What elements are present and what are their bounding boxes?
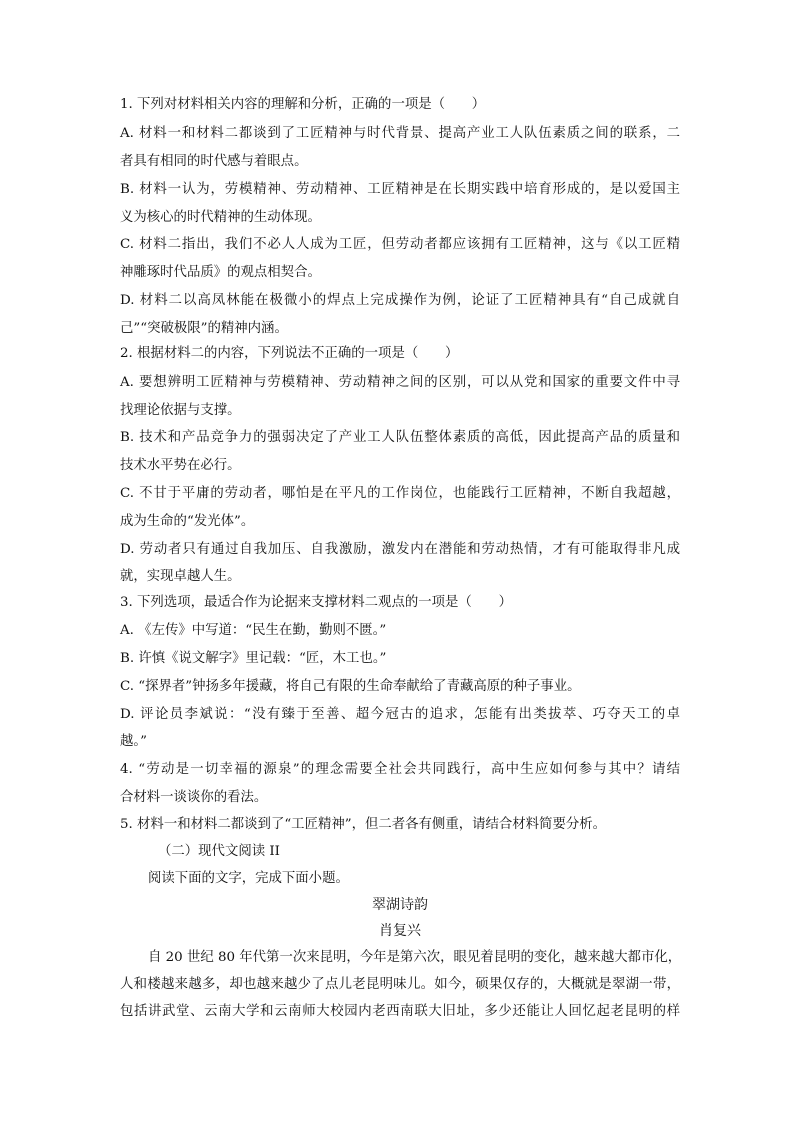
article-author: 肖复兴 xyxy=(379,923,421,939)
article-paragraph-line-1: 自 20 世纪 80 年代第一次来昆明，今年是第六次，眼见着昆明的变化，越来越大都市化， xyxy=(148,950,682,965)
q1-option-c-line-1: C. 材料二指出，我们不必人人成为工匠，但劳动者都应该拥有工匠精神，这与《以工匠精 xyxy=(120,237,680,252)
q3-option-a: A. 《左传》中写道：“民生在勤，勤则不匮。” xyxy=(120,623,387,638)
q1-option-d-line-2: 己”“突破极限”的精神内涵。 xyxy=(120,321,288,336)
q2-option-c-line-2: 成为生命的“发光体”。 xyxy=(120,514,255,529)
q2-option-b-line-1: B. 技术和产品竞争力的强弱决定了产业工人队伍整体素质的高低，因此提高产品的质量和 xyxy=(120,430,680,445)
q2-option-a-line-1: A. 要想辨明工匠精神与劳模精神、劳动精神之间的区别，可以从党和国家的重要文件中寻 xyxy=(120,375,680,390)
article-paragraph-line-3: 包括讲武堂、云南大学和云南师大校园内老西南联大旧址，多少还能让人回忆起老昆明的样 xyxy=(120,1004,680,1019)
question-1-stem: 1. 下列对材料相关内容的理解和分析，正确的一项是（ ） xyxy=(120,97,486,112)
section-heading: （二）现代文阅读 II xyxy=(158,844,280,859)
reading-instruction: 阅读下面的文字，完成下面小题。 xyxy=(148,871,349,886)
q2-option-d-line-1: D. 劳动者只有通过自我加压、自我激励，激发内在潜能和劳动热情，才有可能取得非凡成 xyxy=(120,542,680,557)
q2-option-c-line-1: C. 不甘于平庸的劳动者，哪怕是在平凡的工作岗位，也能践行工匠精神，不断自我超越， xyxy=(120,486,680,501)
q1-option-b-line-2: 义为核心的时代精神的生动体现。 xyxy=(120,210,321,225)
question-2-stem: 2. 根据材料二的内容，下列说法不正确的一项是（ ） xyxy=(120,346,459,361)
question-5: 5. 材料一和材料二都谈到了“工匠精神”，但二者各有侧重，请结合材料简要分析。 xyxy=(120,817,607,832)
article-paragraph-line-2: 人和楼越来越多，却也越来越少了点儿老昆明味儿。如今，硕果仅存的，大概就是翠湖一带， xyxy=(120,977,680,992)
q2-option-a-line-2: 找理论依据与支撑。 xyxy=(120,403,241,418)
q3-option-d-line-2: 越。” xyxy=(120,734,147,749)
article-title: 翠湖诗韵 xyxy=(372,897,428,913)
q1-option-c-line-2: 神雕琢时代品质》的观点相契合。 xyxy=(120,265,321,280)
question-4-line-2: 合材料一谈谈你的看法。 xyxy=(120,790,268,805)
q1-option-a-line-2: 者具有相同的时代感与着眼点。 xyxy=(120,154,308,169)
question-3-stem: 3. 下列选项，最适合作为论据来支撑材料二观点的一项是（ ） xyxy=(120,595,512,610)
q3-option-d-line-1: D. 评论员李斌说：“没有臻于至善、超今冠古的追求，怎能有出类拔萃、巧夺天工的卓 xyxy=(120,707,680,722)
q1-option-b-line-1: B. 材料一认为，劳模精神、劳动精神、工匠精神是在长期实践中培育形成的，是以爱国主 xyxy=(120,182,680,197)
q3-option-c: C. “探界者”钟扬多年援藏，将自己有限的生命奉献给了青藏高原的种子事业。 xyxy=(120,679,581,694)
question-4-line-1: 4. “劳动是一切幸福的源泉”的理念需要全社会共同践行，高中生应如何参与其中？请结 xyxy=(120,762,680,777)
q3-option-b: B. 许慎《说文解字》里记载：“匠，木工也。” xyxy=(120,651,387,666)
q1-option-a-line-1: A. 材料一和材料二都谈到了工匠精神与时代背景、提高产业工人队伍素质之间的联系，二 xyxy=(120,126,680,141)
q2-option-b-line-2: 技术水平势在必行。 xyxy=(120,458,241,473)
q1-option-d-line-1: D. 材料二以高凤林能在极微小的焊点上完成操作为例，论证了工匠精神具有“自己成就自 xyxy=(120,293,680,308)
q2-option-d-line-2: 就，实现卓越人生。 xyxy=(120,569,241,584)
